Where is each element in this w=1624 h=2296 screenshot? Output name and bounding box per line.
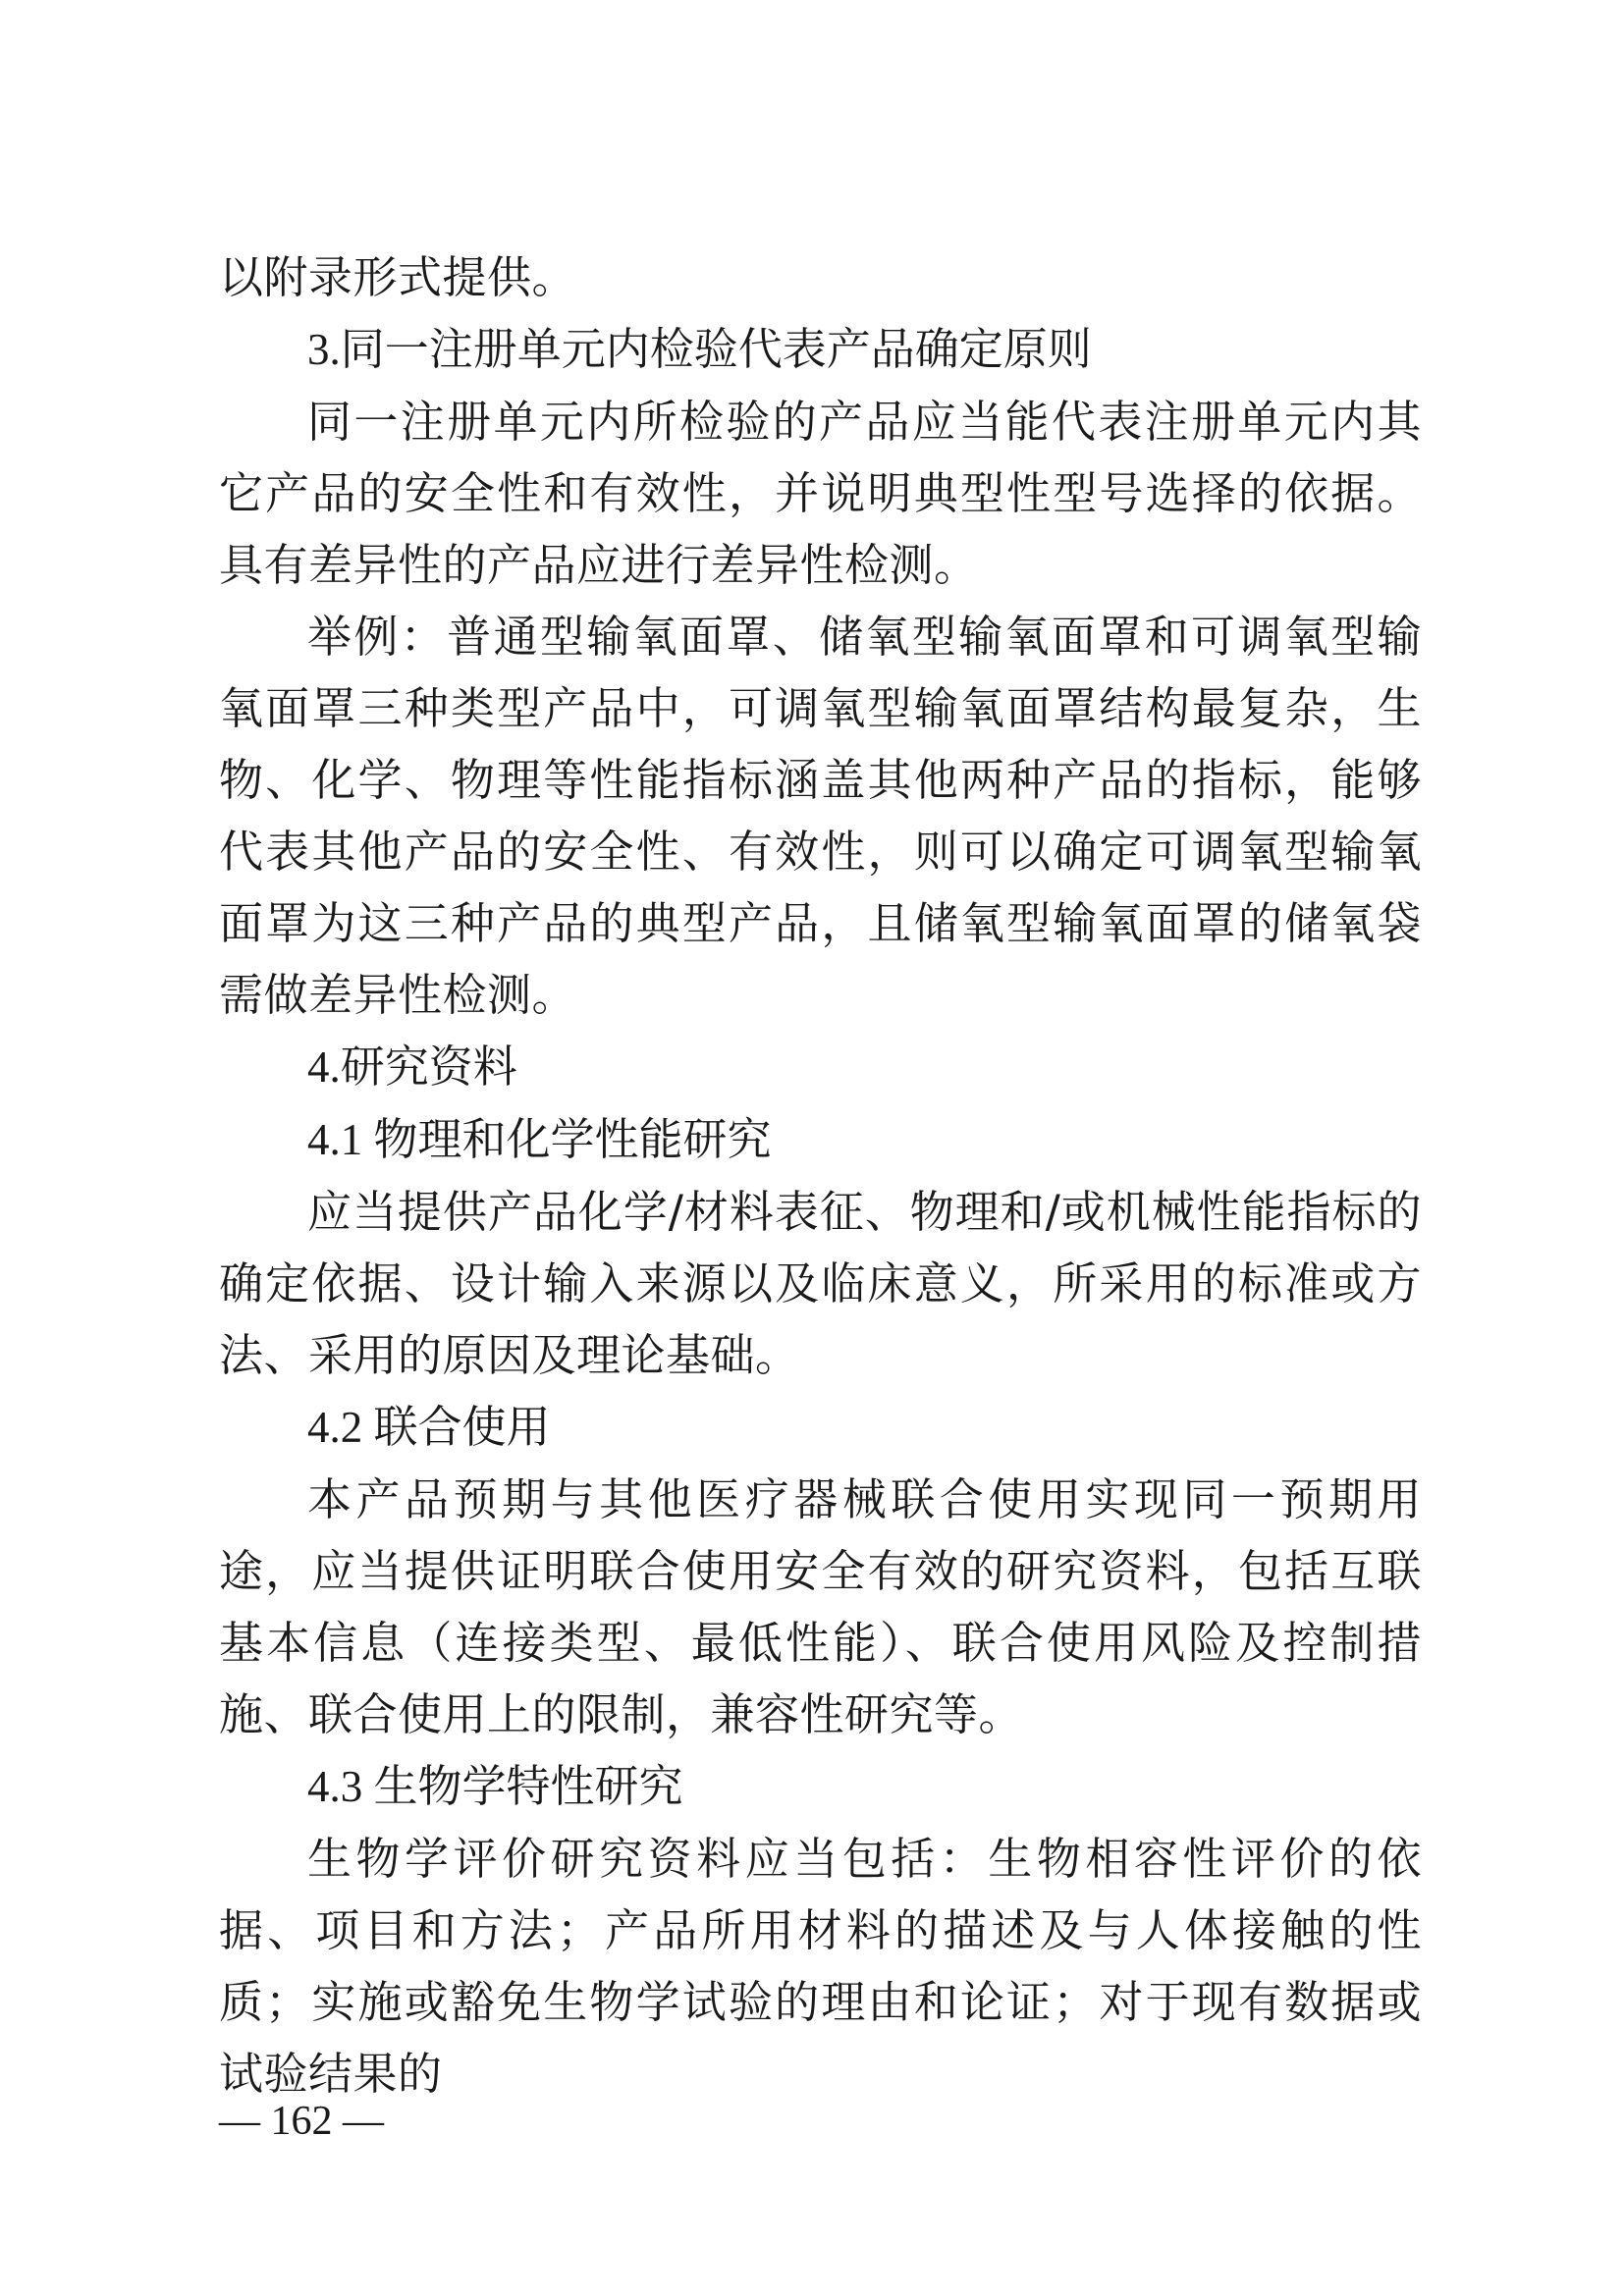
section-title: 同一注册单元内检验代表产品确定原则 [340, 323, 1092, 375]
section-heading-4-2 [219, 1391, 1422, 1464]
section-heading-4 [219, 1031, 1422, 1103]
paragraph-combined-use: 本产品预期与其他医疗器械联合使用实现同一预期用途，应当提供证明联合使用安全有效的研究资料，包括互联基本信息（连接类型、最低性能）、联合使用风险及控制措施、联合使用上的限制，兼容性研究等。 [219, 1473, 1422, 1740]
section-heading-3 [219, 313, 1422, 386]
section-number: 3. [307, 325, 341, 374]
document-body [219, 241, 1422, 2109]
paragraph-biological: 生物学评价研究资料应当包括：生物相容性评价的依据、项目和方法；产品所用材料的描述及与人体接触的性质；实施或豁免生物学试验的理由和论证；对于现有数据或试验结果的 [219, 1833, 1422, 2100]
section-title: 研究资料 [340, 1041, 517, 1093]
paragraph-representative-product: 同一注册单元内所检验的产品应当能代表注册单元内其它产品的安全性和有效性，并说明典型性型号选择的依据。具有差异性的产品应进行差异性检测。 [219, 396, 1422, 591]
section-title: 联合使用 [373, 1401, 551, 1453]
page-number: — 162 — [219, 2099, 384, 2144]
section-heading-4-1 [219, 1103, 1422, 1176]
section-number: 4.3 [307, 1762, 374, 1811]
paragraph-continuation: 以附录形式提供。 [219, 251, 577, 303]
section-heading-4-3 [219, 1750, 1422, 1823]
paragraph-physical-chemical: 应当提供产品化学/材料表征、物理和/或机械性能指标的确定依据、设计输入来源以及临床意义，所采用的标准或方法、采用的原因及理论基础。 [219, 1186, 1422, 1381]
paragraph-example: 举例：普通型输氧面罩、储氧型输氧面罩和可调氧型输氧面罩三种类型产品中，可调氧型输氧面罩结构最复杂，生物、化学、物理等性能指标涵盖其他两种产品的指标，能够代表其他产品的安全性、有效性，则可以确定可调氧型输氧面罩为这三种产品的典型产品，且储氧型输氧面罩的储氧袋需做差异性检测。 [219, 611, 1422, 1021]
section-title: 物理和化学性能研究 [373, 1113, 772, 1165]
section-number: 4. [307, 1042, 341, 1092]
section-number: 4.1 [307, 1115, 374, 1164]
section-number: 4.2 [307, 1403, 374, 1452]
section-title: 生物学特性研究 [373, 1760, 683, 1812]
